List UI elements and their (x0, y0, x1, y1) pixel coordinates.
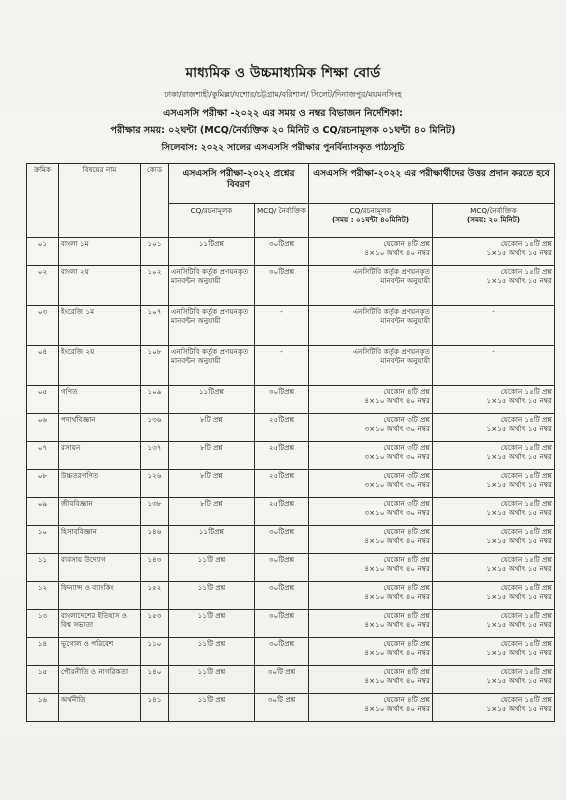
cell-cq-answer-line1: যেকোন ৪টি প্রশ্ন (383, 583, 430, 592)
cell-code: ১০৭ (141, 306, 169, 346)
sub-mcq-answer-time: (সময়: ২০ মিনিট) (466, 215, 521, 224)
cell-mcq-answer (433, 666, 555, 694)
cell-code: ১৪১ (141, 694, 169, 722)
cell-mcq-answer (433, 442, 555, 470)
cell-mcq-answer-line1: যেকোন ১৫টি প্রশ্ন (500, 443, 553, 452)
cell-mcq: ৩০টিপ্রশ্ন (255, 610, 309, 638)
cell-cq-answer-line2: মানবন্টন অনুযায়ী (380, 356, 430, 365)
cell-subject: পৌরনীতি ও নাগরিকতা (59, 666, 141, 694)
cell-mcq-answer-line1: যেকোন ১৫টি প্রশ্ন (500, 611, 553, 620)
cell-code: ১৩৭ (141, 442, 169, 470)
cell-subject: হিসাববিজ্ঞান (59, 526, 141, 554)
cell-mcq-answer (433, 346, 555, 386)
cell-serial: ১২ (27, 582, 59, 610)
cell-serial: ১১ (27, 554, 59, 582)
cell-code: ১৪০ (141, 666, 169, 694)
cell-cq: ১১টি প্রশ্ন (169, 666, 255, 694)
cell-cq-answer-line2: ৩×১০ অর্থাৎ ৩০ নম্বর (364, 452, 430, 461)
group-answer: এসএসসি পরীক্ষা-২০২২ এর পরীক্ষার্থীদের উত্তর প্রদান করতে হবে (309, 164, 555, 204)
cell-mcq-answer-line2: ১×১৫ অর্থাৎ ১৫ নম্বর (486, 424, 553, 433)
cell-mcq-answer-line2: ১×১৫ অর্থাৎ ১৫ নম্বর (486, 508, 553, 517)
cell-cq-answer-line2: মানবন্টন অনুযায়ী (380, 316, 430, 325)
col-serial: ক্রমিক (27, 164, 59, 238)
cell-mcq: ৩০টিপ্রশ্ন (255, 386, 309, 414)
table-row (27, 386, 555, 414)
sub-mcq-answer (433, 204, 555, 238)
cell-cq-answer-line1: যেকোন ৪টি প্রশ্ন (383, 527, 430, 536)
cell-cq: এনসিটিবি কর্তৃক প্রণয়নকৃত মানবন্টন অনুযায়ী (169, 306, 255, 346)
cell-cq-answer-line1: যেকোন ৪টি প্রশ্ন (383, 611, 430, 620)
cell-cq: ১১টিপ্রশ্ন (169, 386, 255, 414)
table-row (27, 638, 555, 666)
cell-subject: বাংলা ২য় (59, 266, 141, 306)
document-header (0, 62, 566, 155)
cell-mcq: ৩০টিপ্রশ্ন (255, 266, 309, 306)
cell-mcq-answer-line2: ১×১৫ অর্থাৎ ১৫ নম্বর (486, 452, 553, 461)
cell-subject: রসায়ন (59, 442, 141, 470)
cell-code: ১৪৬ (141, 526, 169, 554)
cell-cq-answer (309, 306, 433, 346)
cell-code: ১৫২ (141, 582, 169, 610)
cell-code: ১৩৬ (141, 414, 169, 442)
cell-serial: ০৬ (27, 414, 59, 442)
cell-cq-answer-line2: ৪×১০ অর্থাৎ ৪০ নম্বর (364, 564, 430, 573)
cell-mcq-answer-line1: যেকোন ১৫টি প্রশ্ন (500, 415, 553, 424)
cell-mcq: ২৫টিপ্রশ্ন (255, 414, 309, 442)
cell-mcq-answer-line1: যেকোন ১৫টি প্রশ্ন (500, 555, 553, 564)
table-body (27, 238, 555, 722)
cell-cq-answer-line2: মানবন্টন অনুযায়ী (380, 276, 430, 285)
cell-cq-answer-line2: ৪×১০ অর্থাৎ ৪০ নম্বর (364, 620, 430, 629)
cell-subject: বাংলা ১ম (59, 238, 141, 266)
cell-mcq-answer-line1: যেকোন ১৫টি প্রশ্ন (500, 695, 553, 704)
board-list: ঢাকা/রাজশাহী/কুমিল্লা/যশোর/চট্টগ্রাম/বরিশাল/ সিলেট/দিনাজপুর/ময়মনসিংহ (164, 90, 402, 99)
cell-serial: ০৮ (27, 470, 59, 498)
cell-cq-answer (309, 554, 433, 582)
board-title: মাধ্যমিক ও উচ্চমাধ্যমিক শিক্ষা বোর্ড (185, 65, 381, 81)
cell-cq: ৮টি প্রশ্ন (169, 442, 255, 470)
cell-cq: ১১টি প্রশ্ন (169, 610, 255, 638)
sub-mcq: MCQ/ নৈর্ব্যক্তিক (255, 204, 309, 238)
cell-mcq: ২৫টিপ্রশ্ন (255, 498, 309, 526)
table-row (27, 694, 555, 722)
cell-mcq: ৩০টি প্রশ্ন (255, 694, 309, 722)
cell-cq-answer (309, 442, 433, 470)
cell-mcq-answer-line2: ১×১৫ অর্থাৎ ১৫ নম্বর (486, 648, 553, 657)
cell-cq-answer-line1: যেকোন ৩টি প্রশ্ন (383, 415, 430, 424)
cell-cq-answer (309, 498, 433, 526)
cell-cq-answer-line2: ৪×১০ অর্থাৎ ৪০ নম্বর (364, 396, 430, 405)
cell-cq-answer-line1: যেকোন ৩টি প্রশ্ন (383, 443, 430, 452)
cell-cq-answer (309, 610, 433, 638)
cell-subject: অর্থনীতি (59, 694, 141, 722)
cell-cq: ১১টি প্রশ্ন (169, 694, 255, 722)
cell-mcq-answer-line2: ১×১৫ অর্থাৎ ১৫ নম্বর (486, 704, 553, 713)
table-row (27, 666, 555, 694)
cell-mcq: ৩০টিপ্রশ্ন (255, 554, 309, 582)
cell-cq: ৮টি প্রশ্ন (169, 414, 255, 442)
cell-cq-answer-line2: ৪×১০ অর্থাৎ ৪০ নম্বর (364, 536, 430, 545)
cell-mcq-answer-line2: ১×১৫ অর্থাৎ ১৫ নম্বর (486, 620, 553, 629)
cell-serial: ১৪ (27, 638, 59, 666)
cell-cq-answer (309, 414, 433, 442)
table-row (27, 442, 555, 470)
cell-cq-answer-line2: ৪×১০ অর্থাৎ ৪০ নম্বর (364, 704, 430, 713)
cell-mcq-answer (433, 414, 555, 442)
cell-code: ১০২ (141, 266, 169, 306)
cell-code: ১০৯ (141, 386, 169, 414)
marks-table (26, 163, 555, 722)
cell-cq-answer (309, 266, 433, 306)
cell-mcq-answer-line2: ১×১৫ অর্থাৎ ১৫ নম্বর (486, 248, 553, 257)
cell-mcq-answer (433, 238, 555, 266)
cell-mcq-answer-line1: যেকোন ১৫টি প্রশ্ন (500, 471, 553, 480)
table-row (27, 610, 555, 638)
exam-time: পরীক্ষার সময়: ০২ঘন্টা (MCQ/নৈর্ব্যক্তিক ২০ মিনিট ও CQ/রচনামূলক ০১ঘন্টা ৪০ মিনিট) (110, 125, 456, 136)
cell-cq-answer-line2: ৪×১০ অর্থাৎ ৪০ নম্বর (364, 676, 430, 685)
cell-cq-answer (309, 638, 433, 666)
table-row (27, 470, 555, 498)
cell-subject: ফিন্যান্স ও ব্যাংকিং (59, 582, 141, 610)
cell-mcq-answer-line1: - (492, 347, 495, 356)
cell-cq-answer-line1: যেকোন ৪টি প্রশ্ন (383, 639, 430, 648)
group-question: এসএসসি পরীক্ষা-২০২২ প্রশ্নের বিবরণ (169, 164, 309, 204)
cell-mcq: - (255, 346, 309, 386)
cell-code: ১০১ (141, 238, 169, 266)
cell-mcq: ৩০টি প্রশ্ন (255, 666, 309, 694)
col-subject: বিষয়ের নাম (59, 164, 141, 238)
cell-mcq-answer (433, 306, 555, 346)
cell-mcq-answer-line1: যেকোন ১৫টি প্রশ্ন (500, 527, 553, 536)
cell-serial: ০২ (27, 266, 59, 306)
cell-mcq-answer-line1: যেকোন ১৫টি প্রশ্ন (500, 583, 553, 592)
cell-cq-answer-line2: ৪×১০ অর্থাৎ ৪০ নম্বর (364, 248, 430, 257)
cell-serial: ১৬ (27, 694, 59, 722)
cell-mcq-answer-line1: যেকোন ১৫টি প্রশ্ন (500, 387, 553, 396)
cell-cq-answer-line1: যেকোন ৪টি প্রশ্ন (383, 667, 430, 676)
cell-mcq-answer-line2: ১×১৫ অর্থাৎ ১৫ নম্বর (486, 592, 553, 601)
table-row (27, 554, 555, 582)
cell-cq: এনসিটিবি কর্তৃক প্রণয়নকৃত মানবন্টন অনুযায়ী (169, 346, 255, 386)
cell-cq: ১১টিপ্রশ্ন (169, 238, 255, 266)
cell-serial: ০৭ (27, 442, 59, 470)
cell-cq: ১১টি প্রশ্ন (169, 554, 255, 582)
cell-mcq-answer (433, 266, 555, 306)
notice-title: এসএসসি পরীক্ষা -২০২২ এর সময় ও নম্বর বিভাজন নির্দেশিকা: (163, 108, 403, 119)
cell-mcq: ৩০টিপ্রশ্ন (255, 638, 309, 666)
cell-serial: ১০ (27, 526, 59, 554)
cell-cq-answer (309, 666, 433, 694)
sub-mcq-answer-label: MCQ/নৈর্ব্যক্তিক (470, 206, 517, 215)
cell-cq-answer-line2: ৩×১০ অর্থাৎ ৩০ নম্বর (364, 424, 430, 433)
cell-cq: ৮টি প্রশ্ন (169, 470, 255, 498)
cell-mcq: ৩০টিপ্রশ্ন (255, 526, 309, 554)
table-row (27, 238, 555, 266)
cell-cq: ৮টি প্রশ্ন (169, 498, 255, 526)
cell-mcq-answer-line2: ১×১৫ অর্থাৎ ১৫ নম্বর (486, 564, 553, 573)
cell-cq-answer-line2: ৪×১০ অর্থাৎ ৪০ নম্বর (364, 592, 430, 601)
cell-code: ১৩৮ (141, 498, 169, 526)
cell-subject: ইংরেজি ২য় (59, 346, 141, 386)
cell-subject: ইংরেজি ১ম (59, 306, 141, 346)
cell-mcq-answer (433, 470, 555, 498)
cell-mcq: ৩০টিপ্রশ্ন (255, 238, 309, 266)
sub-cq: CQ/রচনামূলক (169, 204, 255, 238)
cell-subject: ভূগোল ও পরিবেশ (59, 638, 141, 666)
sub-cq-answer (309, 204, 433, 238)
col-code: কোড (141, 164, 169, 238)
cell-cq: ১১টি প্রশ্ন (169, 638, 255, 666)
cell-serial: ১৫ (27, 666, 59, 694)
cell-serial: ০৩ (27, 306, 59, 346)
cell-mcq-answer-line2: ১×১৫ অর্থাৎ ১৫ নম্বর (486, 396, 553, 405)
cell-mcq-answer (433, 386, 555, 414)
cell-cq-answer (309, 470, 433, 498)
sub-cq-answer-time: (সময় : ০১ঘন্টা ৪০মিনিট) (331, 215, 410, 224)
cell-cq-answer (309, 694, 433, 722)
cell-mcq-answer-line2: ১×১৫ অর্থাৎ ১৫ নম্বর (486, 276, 553, 285)
cell-mcq: - (255, 306, 309, 346)
table-row (27, 498, 555, 526)
cell-mcq-answer (433, 610, 555, 638)
cell-mcq-answer-line1: যেকোন ১৫টি প্রশ্ন (500, 267, 553, 276)
cell-subject: ব্যবসায় উদ্যোগ (59, 554, 141, 582)
cell-cq-answer-line1: যেকোন ৪টি প্রশ্ন (383, 695, 430, 704)
cell-mcq-answer (433, 554, 555, 582)
cell-subject: জীববিজ্ঞান (59, 498, 141, 526)
cell-mcq: ৩০টিপ্রশ্ন (255, 582, 309, 610)
cell-cq-answer-line1: এনসিটিবি কর্তৃক প্রণয়নকৃত (352, 307, 430, 316)
cell-mcq-answer (433, 582, 555, 610)
cell-serial: ০৪ (27, 346, 59, 386)
cell-mcq-answer (433, 638, 555, 666)
cell-cq-answer-line1: এনসিটিবি কর্তৃক প্রণয়নকৃত (352, 347, 430, 356)
cell-subject: পদার্থবিজ্ঞান (59, 414, 141, 442)
cell-cq: এনসিটিবি কর্তৃক প্রণয়নকৃত মানবন্টন অনুযায়ী (169, 266, 255, 306)
cell-cq-answer-line1: এনসিটিবি কর্তৃক প্রণয়নকৃত (352, 267, 430, 276)
cell-mcq-answer-line1: যেকোন ১৫টি প্রশ্ন (500, 499, 553, 508)
cell-cq-answer-line2: ৪×১০ অর্থাৎ ৪০ নম্বর (364, 648, 430, 657)
cell-cq-answer (309, 526, 433, 554)
cell-mcq-answer-line2: ১×১৫ অর্থাৎ ১৫ নম্বর (486, 676, 553, 685)
cell-cq-answer (309, 386, 433, 414)
cell-code: ১৪৩ (141, 554, 169, 582)
cell-cq-answer-line1: যেকোন ৪টি প্রশ্ন (383, 555, 430, 564)
cell-subject: গণিত (59, 386, 141, 414)
cell-code: ১১০ (141, 638, 169, 666)
table-row (27, 526, 555, 554)
cell-cq: ১১টি প্রশ্ন (169, 582, 255, 610)
cell-cq: ১১টিপ্রশ্ন (169, 526, 255, 554)
cell-cq-answer-line2: ৩×১০ অর্থাৎ ৩০ নম্বর (364, 508, 430, 517)
cell-cq-answer-line1: যেকোন ৩টি প্রশ্ন (383, 471, 430, 480)
cell-serial: ১৩ (27, 610, 59, 638)
cell-mcq: ২৫টিপ্রশ্ন (255, 442, 309, 470)
cell-serial: ০৫ (27, 386, 59, 414)
cell-mcq-answer-line1: যেকোন ১৫টি প্রশ্ন (500, 639, 553, 648)
cell-mcq-answer-line2: ১×১৫ অর্থাৎ ১৫ নম্বর (486, 536, 553, 545)
table-row (27, 346, 555, 386)
cell-mcq-answer (433, 526, 555, 554)
cell-mcq-answer-line1: যেকোন ১৫টি প্রশ্ন (500, 667, 553, 676)
cell-serial: ০৯ (27, 498, 59, 526)
cell-subject: উচ্চতরগণিত (59, 470, 141, 498)
cell-mcq-answer-line1: যেকোন ১৫টি প্রশ্ন (500, 239, 553, 248)
cell-cq-answer (309, 582, 433, 610)
cell-mcq: ২৫টিপ্রশ্ন (255, 470, 309, 498)
table-row (27, 266, 555, 306)
cell-mcq-answer (433, 694, 555, 722)
cell-mcq-answer-line2: ১×১৫ অর্থাৎ ১৫ নম্বর (486, 480, 553, 489)
cell-serial: ০১ (27, 238, 59, 266)
sub-cq-answer-label: CQ/রচনামূলক (349, 206, 392, 215)
cell-code: ১৫৩ (141, 610, 169, 638)
cell-cq-answer (309, 346, 433, 386)
cell-cq-answer-line1: যেকোন ৩টি প্রশ্ন (383, 499, 430, 508)
cell-cq-answer (309, 238, 433, 266)
table-row (27, 414, 555, 442)
table-row (27, 582, 555, 610)
cell-subject: বাংলাদেশের ইতিহাস ও বিশ্ব সভ্যতা (59, 610, 141, 638)
cell-code: ১০৮ (141, 346, 169, 386)
cell-cq-answer-line2: ৩×১০ অর্থাৎ ৩০ নম্বর (364, 480, 430, 489)
cell-mcq-answer (433, 498, 555, 526)
cell-mcq-answer-line1: - (492, 307, 495, 316)
cell-cq-answer-line1: যেকোন ৪টি প্রশ্ন (383, 239, 430, 248)
cell-cq-answer-line1: যেকোন ৪টি প্রশ্ন (383, 387, 430, 396)
syllabus-line: সিলেবাস: ২০২২ সালের এসএসসি পরীক্ষার পুনর্বিন্যাসকৃত পাঠ্যসূচি (161, 143, 405, 153)
table-row (27, 306, 555, 346)
cell-code: ১২৬ (141, 470, 169, 498)
